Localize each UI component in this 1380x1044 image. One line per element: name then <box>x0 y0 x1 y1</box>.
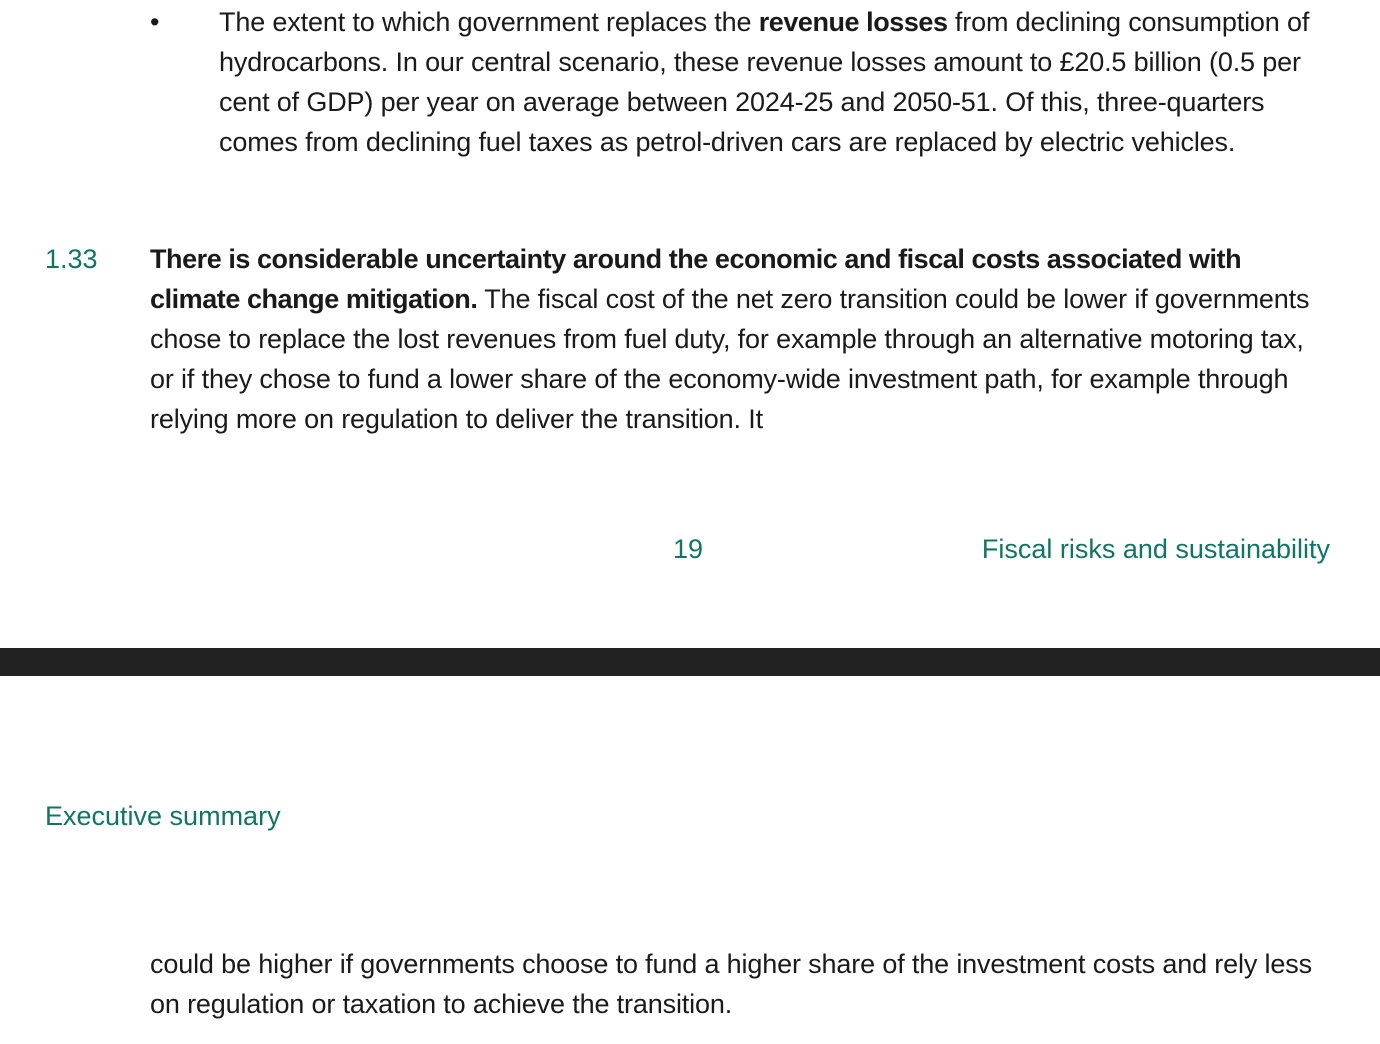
bullet-text-rest: from declining consumption of hydrocarbons. In our central scenario, these revenue losses amount to £20.5 billion (0.5 per cent of GDP) per year on average between 2024-25 and 2050-51. Of this, three-quarters comes from declining fuel taxes as petrol-driven cars are replaced by electric vehicles. <box>219 7 1310 157</box>
paragraph-number: 1.33 <box>45 244 98 274</box>
page-20 <box>0 676 1380 1044</box>
paragraph-body: The fiscal cost of the net zero transition could be lower if governments chose to replace the lost revenues from fuel duty, for example through an alternative motoring tax, or if they chose to fund a lower share of the economy-wide investment path, for example through relying more on regulation to deliver the transition. It <box>150 284 1310 434</box>
bullet-text <box>219 2 1329 162</box>
paragraph-text <box>150 239 1330 439</box>
bullet-text-lead: The extent to which government replaces the <box>219 7 759 37</box>
running-footer-title: Fiscal risks and sustainability <box>981 534 1330 564</box>
continuation-paragraph: could be higher if governments choose to fund a higher share of the investment costs and rely less on regulation or taxation to achieve the transition. <box>150 949 1312 1019</box>
bullet-symbol: • <box>150 7 160 37</box>
page-number: 19 <box>672 534 704 564</box>
page-separator <box>0 648 1380 676</box>
bullet-bold-phrase: revenue losses <box>758 7 948 37</box>
running-header-section: Executive summary <box>45 801 281 831</box>
paragraph-bold-lead: There is considerable uncertainty around the economic and fiscal costs associated with climate change mitigation. <box>150 244 1242 314</box>
